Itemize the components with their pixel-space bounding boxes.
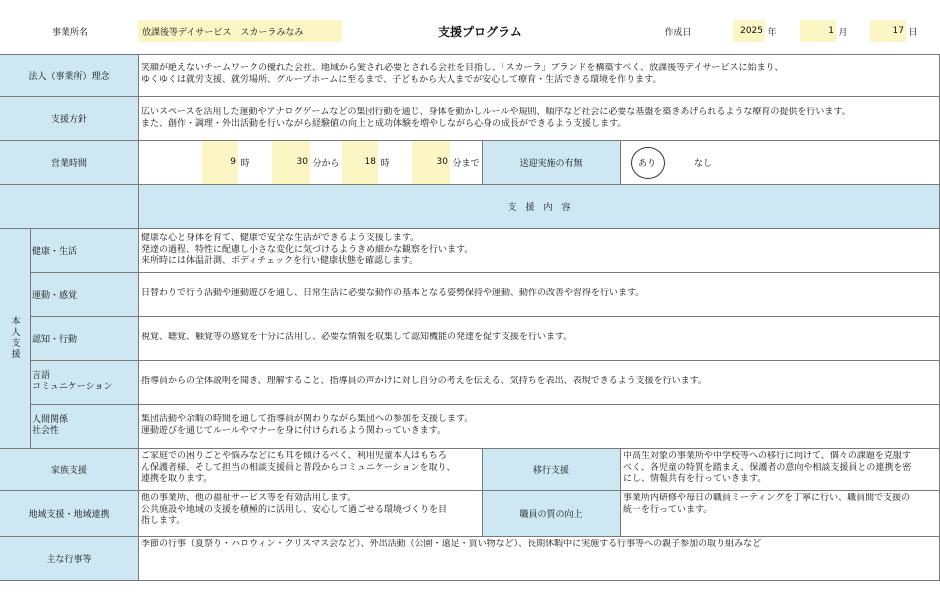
month-field[interactable] (800, 20, 836, 42)
hour-unit-2: 時 (380, 158, 390, 169)
events-label: 主な行事等 (0, 536, 138, 580)
grid-line (30, 316, 940, 317)
grid-line (0, 580, 940, 581)
transport-option-no[interactable]: なし (693, 158, 712, 169)
end-min-field[interactable] (412, 140, 450, 184)
day-unit: 日 (908, 27, 918, 38)
transition-support-text: 中高生対象の事業所や中学校等への移行に向けて、個々の課題を克服す べく、各児童の特質を踏まえ、保護者の意向や相談支援員との連携を密 にし、情報共有を行っていきます。 (623, 451, 912, 484)
social-label: 人間関係 社会性 (32, 415, 69, 436)
transport-option-yes[interactable]: あり (637, 158, 656, 169)
transition-support-label: 移行支援 (482, 448, 620, 490)
motor-text: 日替わりで行う活動や運動遊びを通し、日常生活に必要な動作の基本となる姿勢保持や運動、動作の改善や習得を行います。 (141, 288, 645, 298)
grid-line (0, 54, 940, 55)
hour-unit-1: 時 (240, 158, 250, 169)
start-hour-field[interactable] (202, 140, 238, 184)
staff-quality-label: 職員の質の向上 (482, 490, 620, 536)
end-min-value: 30 (436, 157, 448, 167)
grid-line (0, 536, 940, 537)
grid-line (30, 404, 940, 405)
grid-line (138, 54, 139, 580)
page-title: 支援プログラム (438, 24, 522, 39)
community-support-text: 他の事業所、他の福祉サービス等を有効活用します。 公共施設や地域の支援を積極的に活用し、安心して過ごせる環境づくりを目 指します。 (141, 493, 448, 526)
grid-line (482, 140, 483, 184)
hours-label: 営業時間 (0, 140, 138, 184)
grid-line (0, 448, 940, 449)
grid-line (30, 272, 940, 273)
end-hour-field[interactable] (342, 140, 378, 184)
year-field[interactable] (733, 20, 765, 42)
health-label-cell (30, 228, 138, 272)
social-label-cell (30, 404, 138, 448)
content-header-left (0, 184, 138, 228)
community-support-label: 地域支援・地域連携 (0, 490, 138, 536)
personal-support-label-cell (0, 228, 30, 448)
grid-line (0, 184, 940, 185)
health-label: 健康・生活 (32, 246, 78, 257)
motor-label-cell (30, 272, 138, 316)
health-text: 健康な心と身体を育て、健康で安全な生活ができるよう支援します。 発達の過程、特性に配慮し小さな変化に気づけるようきめ細かな観察を行います。 来所時には体温計測、ボディチェックを行い健康状態を確認します。 (141, 233, 474, 266)
events-text: 季節の行事（夏祭り・ハロウィン・クリスマス会など）、外出活動（公園・遠足・買い物など）、長期休暇中に実施する行事等への親子参加の取り組みなど (141, 539, 762, 549)
start-min-field[interactable] (272, 140, 310, 184)
policy-text: 広いスペースを活用した運動やアナログゲームなどの集団行動を通じ、身体を動かしルールや規則、順序など社会に必要な基盤を築きあげられるような療育の提供を行います。 また、創作・調理・外出活動を行いながら経験値の向上と成功体験を増やしながら心身の成長ができるよう支援します。 (141, 107, 851, 129)
until-text: 分まで (452, 158, 480, 169)
grid-line (0, 228, 940, 229)
personal-support-label: 本人支援 (9, 316, 20, 360)
office-name-field[interactable] (138, 20, 342, 42)
office-name-value: 放課後等デイサービス スカーラみなみ (142, 27, 304, 38)
family-support-label: 家族支援 (0, 448, 138, 490)
end-hour-value: 18 (364, 157, 376, 167)
day-field[interactable] (870, 20, 906, 42)
grid-line (30, 228, 31, 448)
grid-line (620, 140, 621, 184)
cognition-label: 認知・行動 (32, 334, 78, 345)
social-text: 集団活動や余暇の時間を通して指導員が関わりながら集団への参加を支援します。 運動遊びを通じてルールやマナーを身に付けられるよう関わっていきます。 (141, 414, 474, 436)
grid-line (620, 448, 621, 536)
office-label: 事業所名 (51, 27, 88, 38)
cognition-label-cell (30, 316, 138, 360)
month-unit: 月 (838, 27, 848, 38)
year-unit: 年 (767, 27, 777, 38)
grid-line (0, 140, 940, 141)
created-date-label: 作成日 (664, 27, 692, 38)
philosophy-label: 法人（事業所）理念 (0, 54, 138, 96)
philosophy-text: 笑顔が絶えないチームワークの優れた会社、地域から愛され必要とされる会社を目指し、「スカーラ」ブランドを構築すべく、放課後等デイサービスに始まり、 ゆくゆくは就労支援、就労場所、グループホームに至るまで、子どもから大人までが安心して療育・生活できる環境を作ります。 (141, 63, 784, 85)
start-min-value: 30 (296, 157, 308, 167)
family-support-text: ご家庭での困りごとや悩みなどにも耳を傾けるべく、利用児童本人はもちろ ん保護者様、そして担当の相談支援員と普段からコミュニケーションを取り、 連携を取ります。 (141, 451, 456, 484)
language-text: 指導員からの全体説明を聞き、理解すること、指導員の声かけに対し自分の考えを伝える、気持ちを表出、表現できるよう支援を行います。 (141, 376, 707, 386)
policy-label: 支援方針 (0, 96, 138, 140)
language-label: 言語 コミュニケーション (32, 371, 113, 392)
year-value: 2025 (740, 26, 763, 36)
start-hour-value: 9 (230, 157, 236, 167)
month-value: 1 (828, 26, 834, 36)
grid-line (0, 96, 940, 97)
staff-quality-text: 事業所内研修や毎日の職員ミーティングを丁寧に行い、職員間で支援の 統一を行っています。 (623, 493, 911, 515)
transport-label: 送迎実施の有無 (482, 140, 620, 184)
from-text: 分から (312, 158, 340, 169)
language-label-cell (30, 360, 138, 404)
cognition-text: 視覚、聴覚、触覚等の感覚を十分に活用し、必要な情報を収集して認知機能の発達を促す支援を行います。 (141, 332, 573, 342)
grid-line (482, 448, 483, 536)
day-value: 17 (892, 26, 904, 36)
grid-line (0, 490, 940, 491)
grid-line (30, 360, 940, 361)
content-header: 支 援 内 容 (138, 184, 940, 228)
motor-label: 運動・感覚 (32, 290, 78, 301)
